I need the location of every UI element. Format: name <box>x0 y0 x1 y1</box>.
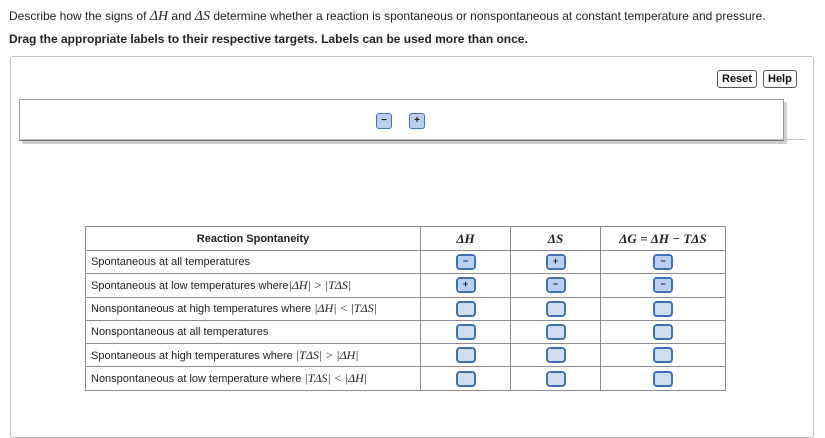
slot-wrapper <box>601 321 725 343</box>
table-row <box>86 251 726 274</box>
drop-target-delta-h[interactable] <box>456 254 476 270</box>
cell-delta-g <box>601 297 726 320</box>
cell-delta-h <box>421 297 511 320</box>
row-label-text: Nonspontaneous at high temperatures where <box>91 303 315 316</box>
row-label-math: |ΔH| > |TΔS| <box>288 277 352 292</box>
row-label-text: Spontaneous at high temperatures where <box>91 349 296 362</box>
drop-target-delta-s[interactable] <box>546 371 566 387</box>
header-delta-h-text: ΔH <box>456 230 475 246</box>
slot-wrapper <box>421 367 510 389</box>
slot-wrapper <box>421 274 510 296</box>
row-label <box>86 320 421 343</box>
slot-wrapper <box>511 321 600 343</box>
cell-delta-s <box>511 251 601 274</box>
table-row <box>86 344 726 367</box>
table-row <box>86 367 726 390</box>
drop-target-delta-s[interactable] <box>546 324 566 340</box>
delta-s-symbol: ΔS <box>194 9 210 24</box>
header-reaction-spontaneity: Reaction Spontaneity <box>86 227 421 251</box>
header-delta-h <box>421 227 511 251</box>
table-row <box>86 274 726 297</box>
instruction-text: Drag the appropriate labels to their respective targets. Labels can be used more than once. <box>9 32 528 46</box>
cell-delta-s <box>511 367 601 390</box>
slot-wrapper <box>421 251 510 273</box>
cell-delta-s <box>511 274 601 297</box>
slot-wrapper <box>421 298 510 320</box>
cell-delta-h <box>421 274 511 297</box>
cell-delta-g <box>601 344 726 367</box>
cell-delta-g <box>601 320 726 343</box>
row-label-text: Spontaneous at all temperatures <box>91 256 250 269</box>
row-label <box>86 251 421 274</box>
drop-target-delta-g[interactable] <box>653 301 673 317</box>
question-prefix: Describe how the signs of <box>9 9 150 23</box>
row-label <box>86 297 421 320</box>
drop-target-delta-s[interactable] <box>546 277 566 293</box>
row-label <box>86 344 421 367</box>
drop-target-delta-h[interactable] <box>456 371 476 387</box>
slot-wrapper <box>601 251 725 273</box>
row-label-text: Nonspontaneous at low temperature where <box>91 373 305 386</box>
plus-label-tile[interactable]: + <box>409 113 425 129</box>
cell-delta-g <box>601 274 726 297</box>
cell-delta-h <box>421 251 511 274</box>
slot-wrapper <box>601 298 725 320</box>
row-label-text: Nonspontaneous at all temperatures <box>91 326 269 339</box>
minus-label-tile[interactable]: − <box>458 256 474 268</box>
slot-wrapper <box>511 344 600 366</box>
drop-target-delta-s[interactable] <box>546 254 566 270</box>
minus-label-tile[interactable]: − <box>376 113 392 129</box>
spontaneity-table <box>85 226 726 391</box>
slot-wrapper <box>601 344 725 366</box>
tray-divider <box>19 139 805 140</box>
help-button[interactable]: Help <box>763 70 797 88</box>
row-label-text: Spontaneous at low temperatures where <box>91 279 289 292</box>
row-label <box>86 274 421 297</box>
header-delta-g-text: ΔG = ΔH − TΔS <box>619 230 707 246</box>
drop-target-delta-g[interactable] <box>653 371 673 387</box>
cell-delta-g <box>601 367 726 390</box>
slot-wrapper <box>511 298 600 320</box>
table-row <box>86 320 726 343</box>
cell-delta-s <box>511 320 601 343</box>
drop-target-delta-g[interactable] <box>653 324 673 340</box>
row-label <box>86 367 421 390</box>
drop-target-delta-g[interactable] <box>653 254 673 270</box>
question-text <box>9 9 766 25</box>
question-suffix: determine whether a reaction is spontaneous or nonspontaneous at constant temperature and pressure. <box>210 9 766 23</box>
plus-label-tile[interactable]: + <box>458 279 474 291</box>
drop-target-delta-s[interactable] <box>546 301 566 317</box>
header-delta-g <box>601 227 726 251</box>
slot-wrapper <box>601 274 725 296</box>
header-delta-s-text: ΔS <box>547 230 564 246</box>
delta-h-symbol: ΔH <box>149 9 169 24</box>
slot-wrapper <box>511 274 600 296</box>
minus-label-tile[interactable]: − <box>548 279 564 291</box>
drop-target-delta-h[interactable] <box>456 347 476 363</box>
table-row <box>86 297 726 320</box>
drop-target-delta-h[interactable] <box>456 324 476 340</box>
drop-target-delta-s[interactable] <box>546 347 566 363</box>
drop-target-delta-h[interactable] <box>456 277 476 293</box>
reset-button[interactable]: Reset <box>717 70 757 88</box>
cell-delta-s <box>511 344 601 367</box>
minus-label-tile[interactable]: − <box>655 256 671 268</box>
slot-wrapper <box>601 367 725 389</box>
table-header-row <box>86 227 726 251</box>
drop-target-delta-g[interactable] <box>653 277 673 293</box>
cell-delta-h <box>421 344 511 367</box>
row-label-math: |TΔS| > |ΔH| <box>295 347 359 362</box>
minus-label-tile[interactable]: − <box>655 279 671 291</box>
cell-delta-s <box>511 297 601 320</box>
label-tray <box>19 99 784 141</box>
slot-wrapper <box>421 321 510 343</box>
drop-target-delta-g[interactable] <box>653 347 673 363</box>
slot-wrapper <box>511 251 600 273</box>
drop-target-delta-h[interactable] <box>456 301 476 317</box>
slot-wrapper <box>511 367 600 389</box>
slot-wrapper <box>421 344 510 366</box>
cell-delta-h <box>421 320 511 343</box>
cell-delta-g <box>601 251 726 274</box>
plus-label-tile[interactable]: + <box>548 256 564 268</box>
cell-delta-h <box>421 367 511 390</box>
row-label-math: |TΔS| < |ΔH| <box>304 371 368 386</box>
header-delta-s <box>511 227 601 251</box>
row-label-math: |ΔH| < |TΔS| <box>314 301 377 316</box>
question-middle: and <box>168 9 195 23</box>
